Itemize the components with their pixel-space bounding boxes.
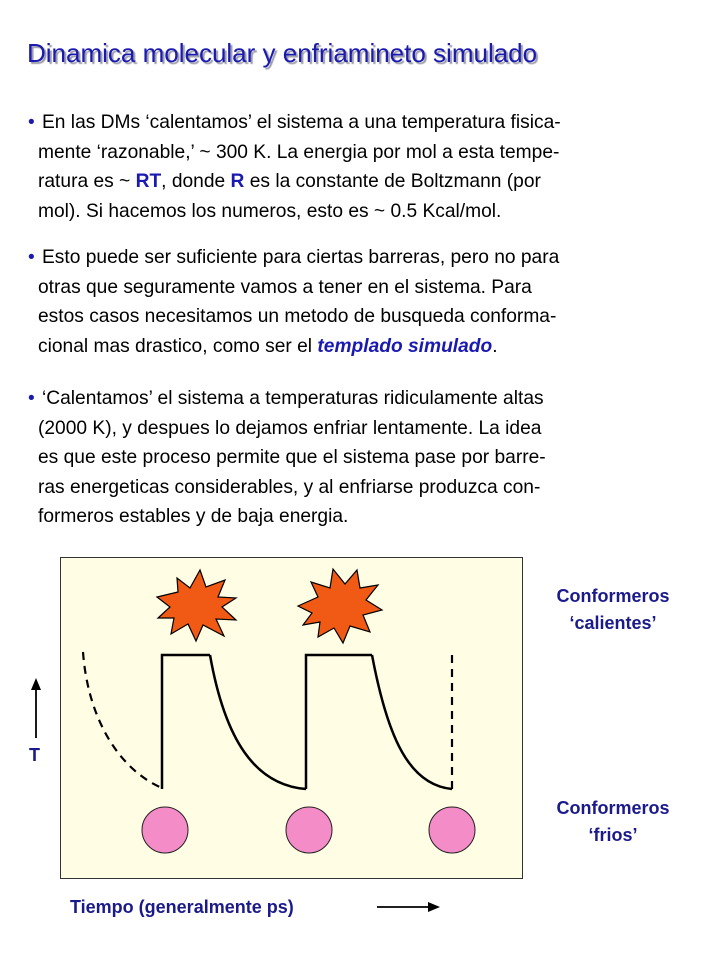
text-segment: cional mas drastico, como ser el: [38, 335, 318, 357]
templado-simulado-term: templado simulado: [317, 335, 493, 357]
cold-label-line-2: ‘frios’: [588, 825, 638, 845]
text-segment: , donde: [161, 171, 231, 192]
bullet-3-line-3: es que este proceso permite que el sistema pase por barre-: [38, 447, 546, 468]
hot-burst-2: [298, 569, 382, 643]
text-segment: es la constante de Boltzmann (por: [244, 171, 541, 192]
cold-label-line-1: Conformeros: [556, 798, 670, 818]
cooling-curve-2: [372, 655, 452, 789]
hot-label-line-1: Conformeros: [556, 586, 670, 606]
bullet-3-line-5: formeros estables y de baja energia.: [38, 506, 349, 527]
bullet-dot: •: [28, 388, 35, 409]
hot-conformers-label: [523, 583, 703, 637]
bullet-dot: •: [28, 247, 35, 268]
cold-sphere-3: [429, 807, 475, 853]
r-term: R: [230, 171, 245, 192]
initial-cooling-curve: [83, 652, 162, 788]
cold-sphere-2: [286, 807, 332, 853]
hot-burst-1: [157, 570, 236, 641]
page-title: Dinamica molecular y enfriamineto simulado: [27, 38, 538, 68]
cold-sphere-1: [142, 807, 188, 853]
heating-step-2: [306, 655, 372, 789]
bullet-3-line-2: (2000 K), y despues lo dejamos enfriar lentamente. La idea: [38, 417, 542, 439]
bullet-1-line-2: mente ‘razonable,’ ~ 300 K. La energia por mol a esta tempe-: [38, 141, 560, 163]
cooling-curve-1: [210, 655, 306, 789]
text-segment: .: [492, 335, 498, 357]
bullet-3-line-4: ras energeticas considerables, y al enfriarse produzca con-: [38, 476, 541, 498]
bullet-3-line-1: ‘Calentamos’ el sistema a temperaturas ridiculamente altas: [42, 388, 544, 409]
bullet-dot: •: [28, 112, 35, 133]
x-axis-label: Tiempo (generalmente ps): [70, 897, 294, 917]
rt-term: RT: [135, 171, 162, 192]
heating-step-1: [162, 655, 210, 789]
y-axis-label: T: [29, 745, 40, 765]
cold-conformers-label: [523, 795, 703, 849]
time-axis-arrowhead: [428, 902, 440, 912]
bullet-2-line-2: otras que seguramente vamos a tener en el sistema. Para: [38, 276, 532, 298]
bullet-2-line-1: Esto puede ser suficiente para ciertas barreras, pero no para: [42, 247, 560, 268]
text-segment: ratura es ~: [38, 171, 136, 192]
hot-label-line-2: ‘calientes’: [569, 613, 657, 633]
bullet-2-line-3: estos casos necesitamos un metodo de busqueda conforma-: [38, 306, 557, 327]
bullet-1-line-4: mol). Si hacemos los numeros, esto es ~ 0.5 Kcal/mol.: [38, 200, 502, 222]
bullet-1-line-1: En las DMs ‘calentamos’ el sistema a una temperatura fisica-: [42, 112, 561, 133]
t-axis-arrowhead: [31, 678, 41, 690]
